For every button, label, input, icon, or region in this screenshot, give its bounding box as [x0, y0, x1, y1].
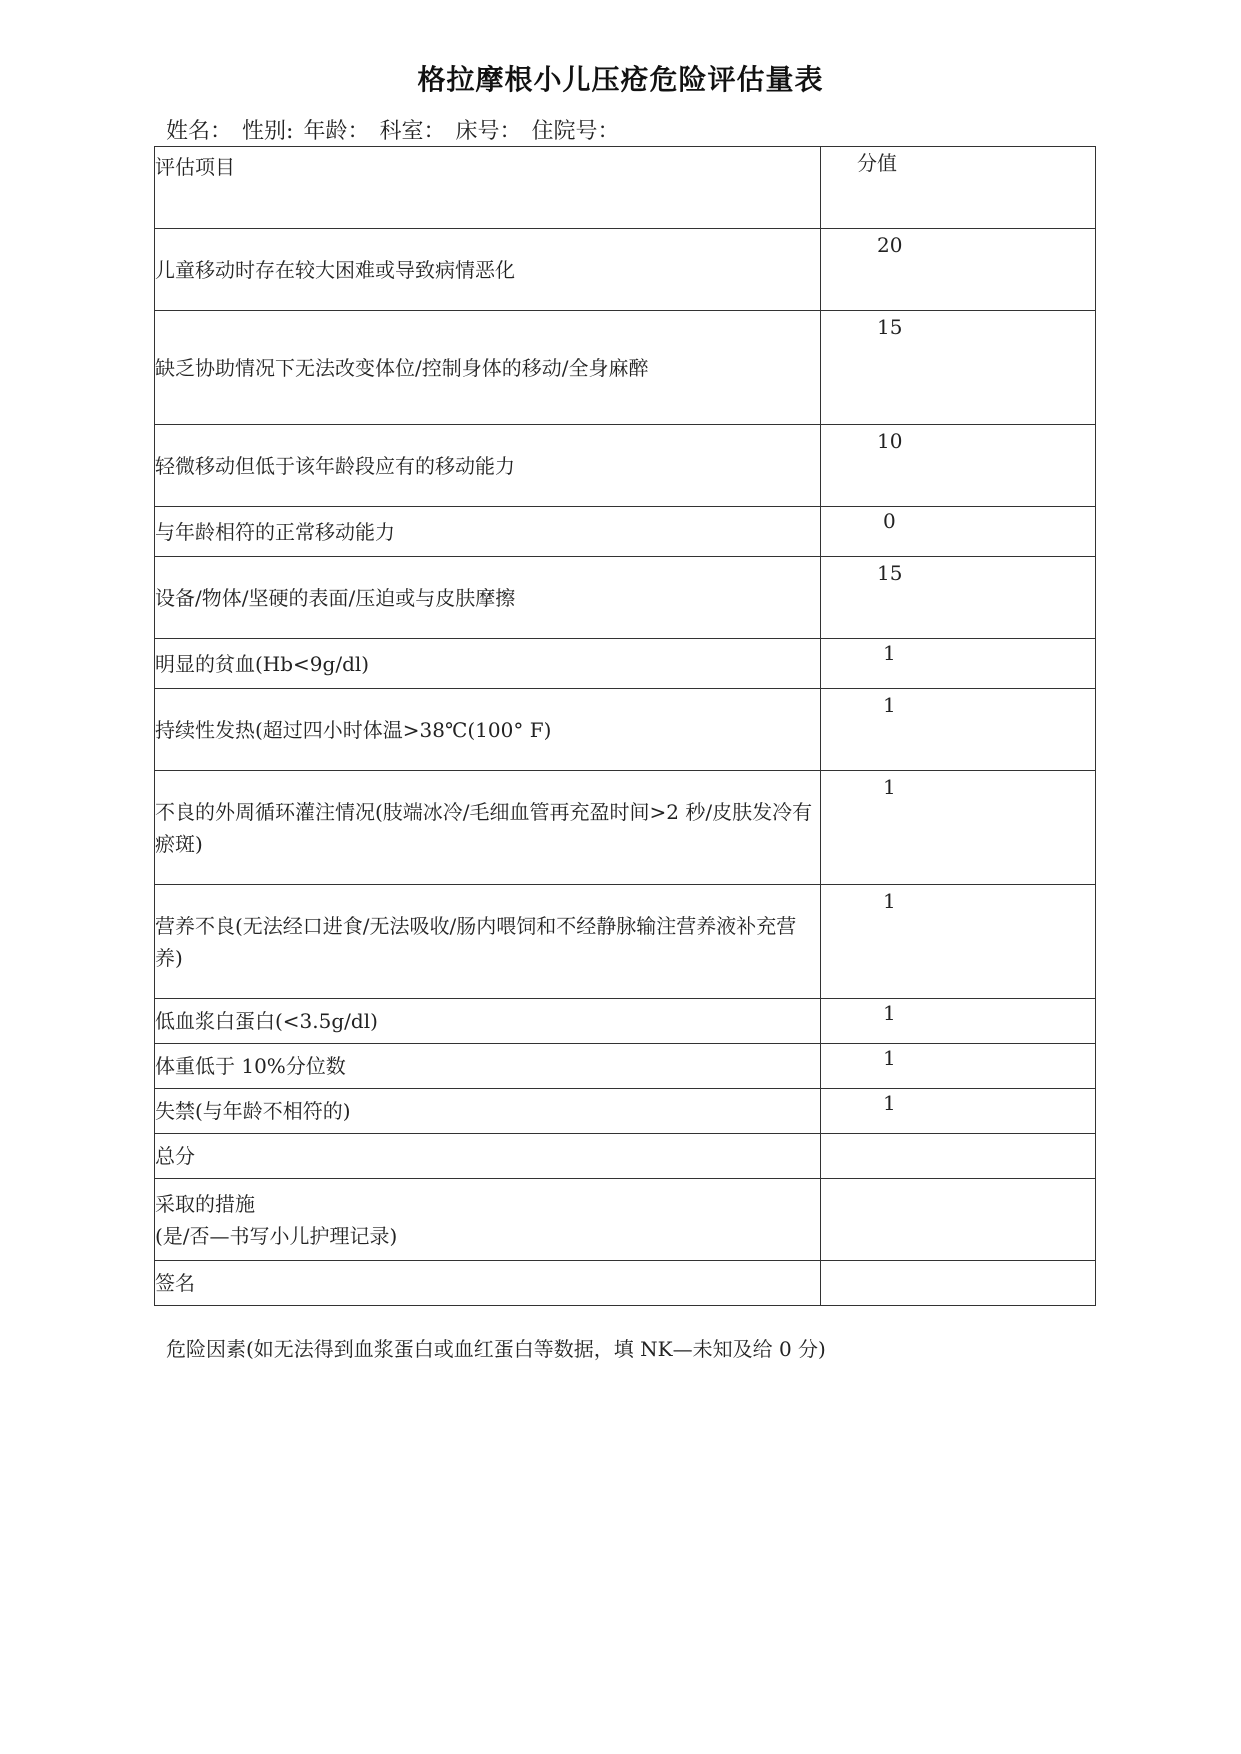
- assessment-table: [154, 146, 1096, 1306]
- item-cell: 体重低于 10%分位数: [155, 1044, 821, 1089]
- score-value: 0: [883, 509, 896, 533]
- total-label: 总分: [155, 1134, 821, 1179]
- item-cell: 持续性发热(超过四小时体温>38℃(100° F): [155, 689, 821, 771]
- score-cell: [821, 557, 1096, 639]
- item-cell: 营养不良(无法经口进食/无法吸收/肠内喂饲和不经静脉输注营养液补充营养): [155, 885, 821, 999]
- table-row: [155, 885, 1096, 999]
- item-cell: 轻微移动但低于该年龄段应有的移动能力: [155, 425, 821, 507]
- gender-label: 性别:: [242, 119, 294, 144]
- total-row: [155, 1134, 1096, 1179]
- bed-label: 床号：: [455, 119, 522, 144]
- item-cell: 与年龄相符的正常移动能力: [155, 507, 821, 557]
- patient-info-line: [166, 114, 620, 145]
- signature-field[interactable]: [821, 1261, 1096, 1306]
- item-cell: 缺乏协助情况下无法改变体位/控制身体的移动/全身麻醉: [155, 311, 821, 425]
- table-row: [155, 557, 1096, 639]
- score-cell: [821, 1044, 1096, 1089]
- score-value: 1: [883, 1046, 896, 1070]
- table-row: [155, 1089, 1096, 1134]
- table-row: [155, 229, 1096, 311]
- score-value: 10: [877, 429, 903, 453]
- score-cell: [821, 771, 1096, 885]
- table-row: [155, 425, 1096, 507]
- score-cell: [821, 311, 1096, 425]
- measures-label: 采取的措施: [155, 1191, 255, 1216]
- header-score: [821, 147, 1096, 229]
- signature-row: [155, 1261, 1096, 1306]
- score-cell: [821, 229, 1096, 311]
- score-value: 1: [883, 1001, 896, 1025]
- score-cell: [821, 425, 1096, 507]
- admission-number-label: 住院号：: [531, 119, 620, 144]
- score-value: 15: [877, 315, 903, 339]
- name-label: 姓名：: [166, 119, 233, 144]
- score-value: 1: [883, 693, 896, 717]
- measures-sub-label: (是/否—书写小儿护理记录): [155, 1223, 398, 1248]
- table-row: [155, 507, 1096, 557]
- table-header-row: [155, 147, 1096, 229]
- score-value: 1: [883, 1091, 896, 1115]
- department-label: 科室：: [379, 119, 446, 144]
- total-value-field[interactable]: [821, 1134, 1096, 1179]
- item-cell: 失禁(与年龄不相符的): [155, 1089, 821, 1134]
- table-row: [155, 689, 1096, 771]
- document-title: 格拉摩根小儿压疮危险评估量表: [417, 63, 824, 96]
- measures-cell: [155, 1179, 821, 1261]
- item-cell: 儿童移动时存在较大困难或导致病情恶化: [155, 229, 821, 311]
- table-row: [155, 639, 1096, 689]
- score-value: 1: [883, 775, 896, 799]
- table-row: [155, 771, 1096, 885]
- signature-label: 签名: [155, 1261, 821, 1306]
- risk-factor-footnote: 危险因素(如无法得到血浆蛋白或血红蛋白等数据，填 NK—未知及给 0 分): [166, 1337, 826, 1361]
- header-item: 评估项目: [155, 147, 821, 229]
- table-row: [155, 999, 1096, 1044]
- header-score-label: 分值: [857, 151, 897, 175]
- score-value: 20: [877, 233, 903, 257]
- age-label: 年龄：: [303, 119, 370, 144]
- score-value: 1: [883, 641, 896, 665]
- item-cell: 设备/物体/坚硬的表面/压迫或与皮肤摩擦: [155, 557, 821, 639]
- table-row: [155, 311, 1096, 425]
- item-cell: 不良的外周循环灌注情况(肢端冰冷/毛细血管再充盈时间>2 秒/皮肤发冷有瘀斑): [155, 771, 821, 885]
- item-cell: 低血浆白蛋白(<3.5g/dl): [155, 999, 821, 1044]
- score-cell: [821, 639, 1096, 689]
- measures-value-field[interactable]: [821, 1179, 1096, 1261]
- score-cell: [821, 1089, 1096, 1134]
- item-cell: 明显的贫血(Hb<9g/dl): [155, 639, 821, 689]
- score-value: 15: [877, 561, 903, 585]
- score-cell: [821, 999, 1096, 1044]
- score-cell: [821, 689, 1096, 771]
- measures-row: [155, 1179, 1096, 1261]
- score-cell: [821, 885, 1096, 999]
- score-value: 1: [883, 889, 896, 913]
- table-row: [155, 1044, 1096, 1089]
- score-cell: [821, 507, 1096, 557]
